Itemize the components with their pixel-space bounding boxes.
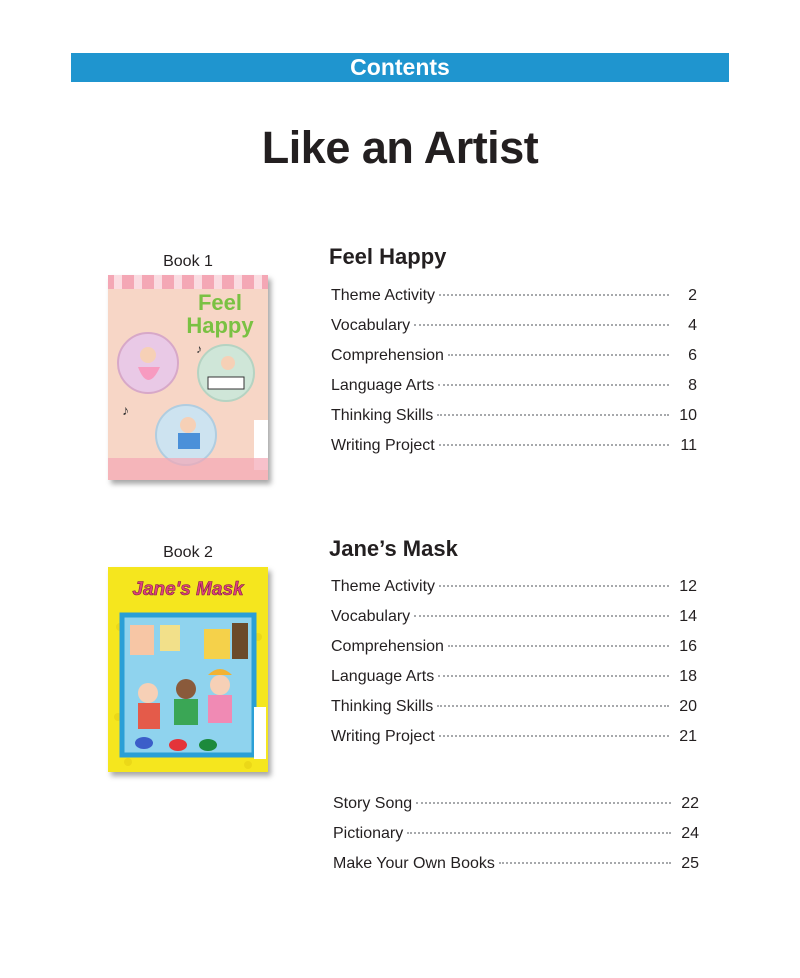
dot-leader bbox=[439, 735, 669, 737]
toc-entry[interactable] bbox=[331, 668, 697, 698]
toc-entry-page: 24 bbox=[681, 825, 699, 842]
toc-entry-label: Comprehension bbox=[331, 638, 444, 655]
toc-entry-label: Make Your Own Books bbox=[333, 855, 495, 872]
contents-banner: Contents bbox=[71, 53, 729, 82]
toc-entry-page: 4 bbox=[688, 317, 697, 334]
toc-entry-page: 2 bbox=[688, 287, 697, 304]
svg-text:♪: ♪ bbox=[122, 402, 129, 418]
toc-entry-label: Thinking Skills bbox=[331, 407, 434, 424]
dot-leader bbox=[414, 324, 669, 326]
toc-entry[interactable] bbox=[331, 578, 697, 608]
dot-leader bbox=[439, 585, 669, 587]
book-1-cover[interactable] bbox=[108, 275, 268, 480]
toc-entry[interactable] bbox=[331, 608, 697, 638]
dot-leader bbox=[438, 675, 669, 677]
book-1-title: Feel Happy bbox=[329, 244, 447, 269]
toc-entry[interactable] bbox=[331, 377, 697, 407]
book-2-cover[interactable] bbox=[108, 567, 268, 772]
toc-entry-label: Pictionary bbox=[333, 825, 404, 842]
book-1-label: Book 1 bbox=[163, 253, 213, 270]
toc-entry-page: 6 bbox=[688, 347, 697, 364]
book-2-title: Jane’s Mask bbox=[329, 536, 458, 561]
toc-entry[interactable] bbox=[333, 855, 699, 885]
toc-entry[interactable] bbox=[331, 638, 697, 668]
toc-entry-label: Theme Activity bbox=[331, 578, 436, 595]
cover-title: Jane's Mask bbox=[132, 579, 244, 600]
toc-entry-label: Vocabulary bbox=[331, 317, 411, 334]
toc-entry-label: Theme Activity bbox=[331, 287, 436, 304]
toc-entry[interactable] bbox=[331, 407, 697, 437]
dot-leader bbox=[439, 294, 669, 296]
unit-title: Like an Artist bbox=[261, 122, 539, 173]
toc-entry-page: 21 bbox=[679, 728, 697, 745]
toc-entry-label: Writing Project bbox=[331, 728, 435, 745]
toc-entry-label: Language Arts bbox=[331, 668, 435, 685]
toc-entry-page: 16 bbox=[679, 638, 697, 655]
dot-leader bbox=[407, 832, 671, 834]
toc-entry-label: Thinking Skills bbox=[331, 698, 434, 715]
dot-leader bbox=[448, 645, 669, 647]
toc-entry-page: 25 bbox=[681, 855, 699, 872]
toc-entry[interactable] bbox=[333, 795, 699, 825]
toc-entry[interactable] bbox=[331, 317, 697, 347]
toc-entry[interactable] bbox=[331, 287, 697, 317]
toc-entry[interactable] bbox=[331, 437, 697, 467]
dot-leader bbox=[438, 384, 669, 386]
dot-leader bbox=[437, 705, 669, 707]
svg-text:♪: ♪ bbox=[196, 342, 202, 356]
book-1-toc bbox=[331, 287, 697, 467]
toc-entry-page: 8 bbox=[688, 377, 697, 394]
toc-entry[interactable] bbox=[331, 347, 697, 377]
toc-entry-page: 22 bbox=[681, 795, 699, 812]
toc-entry-page: 14 bbox=[679, 608, 697, 625]
toc-entry[interactable] bbox=[333, 825, 699, 855]
dot-leader bbox=[416, 802, 671, 804]
dot-leader bbox=[437, 414, 669, 416]
cover-title-line-1: Feel bbox=[197, 290, 243, 315]
extras-toc bbox=[333, 795, 699, 885]
book-2-label: Book 2 bbox=[163, 544, 213, 561]
janes-mask-cover-illustration bbox=[108, 567, 268, 772]
toc-entry-label: Writing Project bbox=[331, 437, 435, 454]
book-2-toc bbox=[331, 578, 697, 758]
toc-entry-label: Comprehension bbox=[331, 347, 444, 364]
toc-entry-label: Vocabulary bbox=[331, 608, 411, 625]
toc-entry-page: 10 bbox=[679, 407, 697, 424]
dot-leader bbox=[499, 862, 671, 864]
toc-entry-page: 11 bbox=[680, 437, 697, 454]
toc-entry[interactable] bbox=[331, 728, 697, 758]
toc-entry[interactable] bbox=[331, 698, 697, 728]
dot-leader bbox=[448, 354, 669, 356]
toc-entry-page: 18 bbox=[679, 668, 697, 685]
cover-title-line-2: Happy bbox=[186, 313, 254, 338]
feel-happy-cover-illustration bbox=[108, 275, 268, 480]
toc-entry-page: 20 bbox=[679, 698, 697, 715]
toc-entry-page: 12 bbox=[679, 578, 697, 595]
toc-entry-label: Story Song bbox=[333, 795, 413, 812]
dot-leader bbox=[439, 444, 669, 446]
dot-leader bbox=[414, 615, 669, 617]
toc-entry-label: Language Arts bbox=[331, 377, 435, 394]
